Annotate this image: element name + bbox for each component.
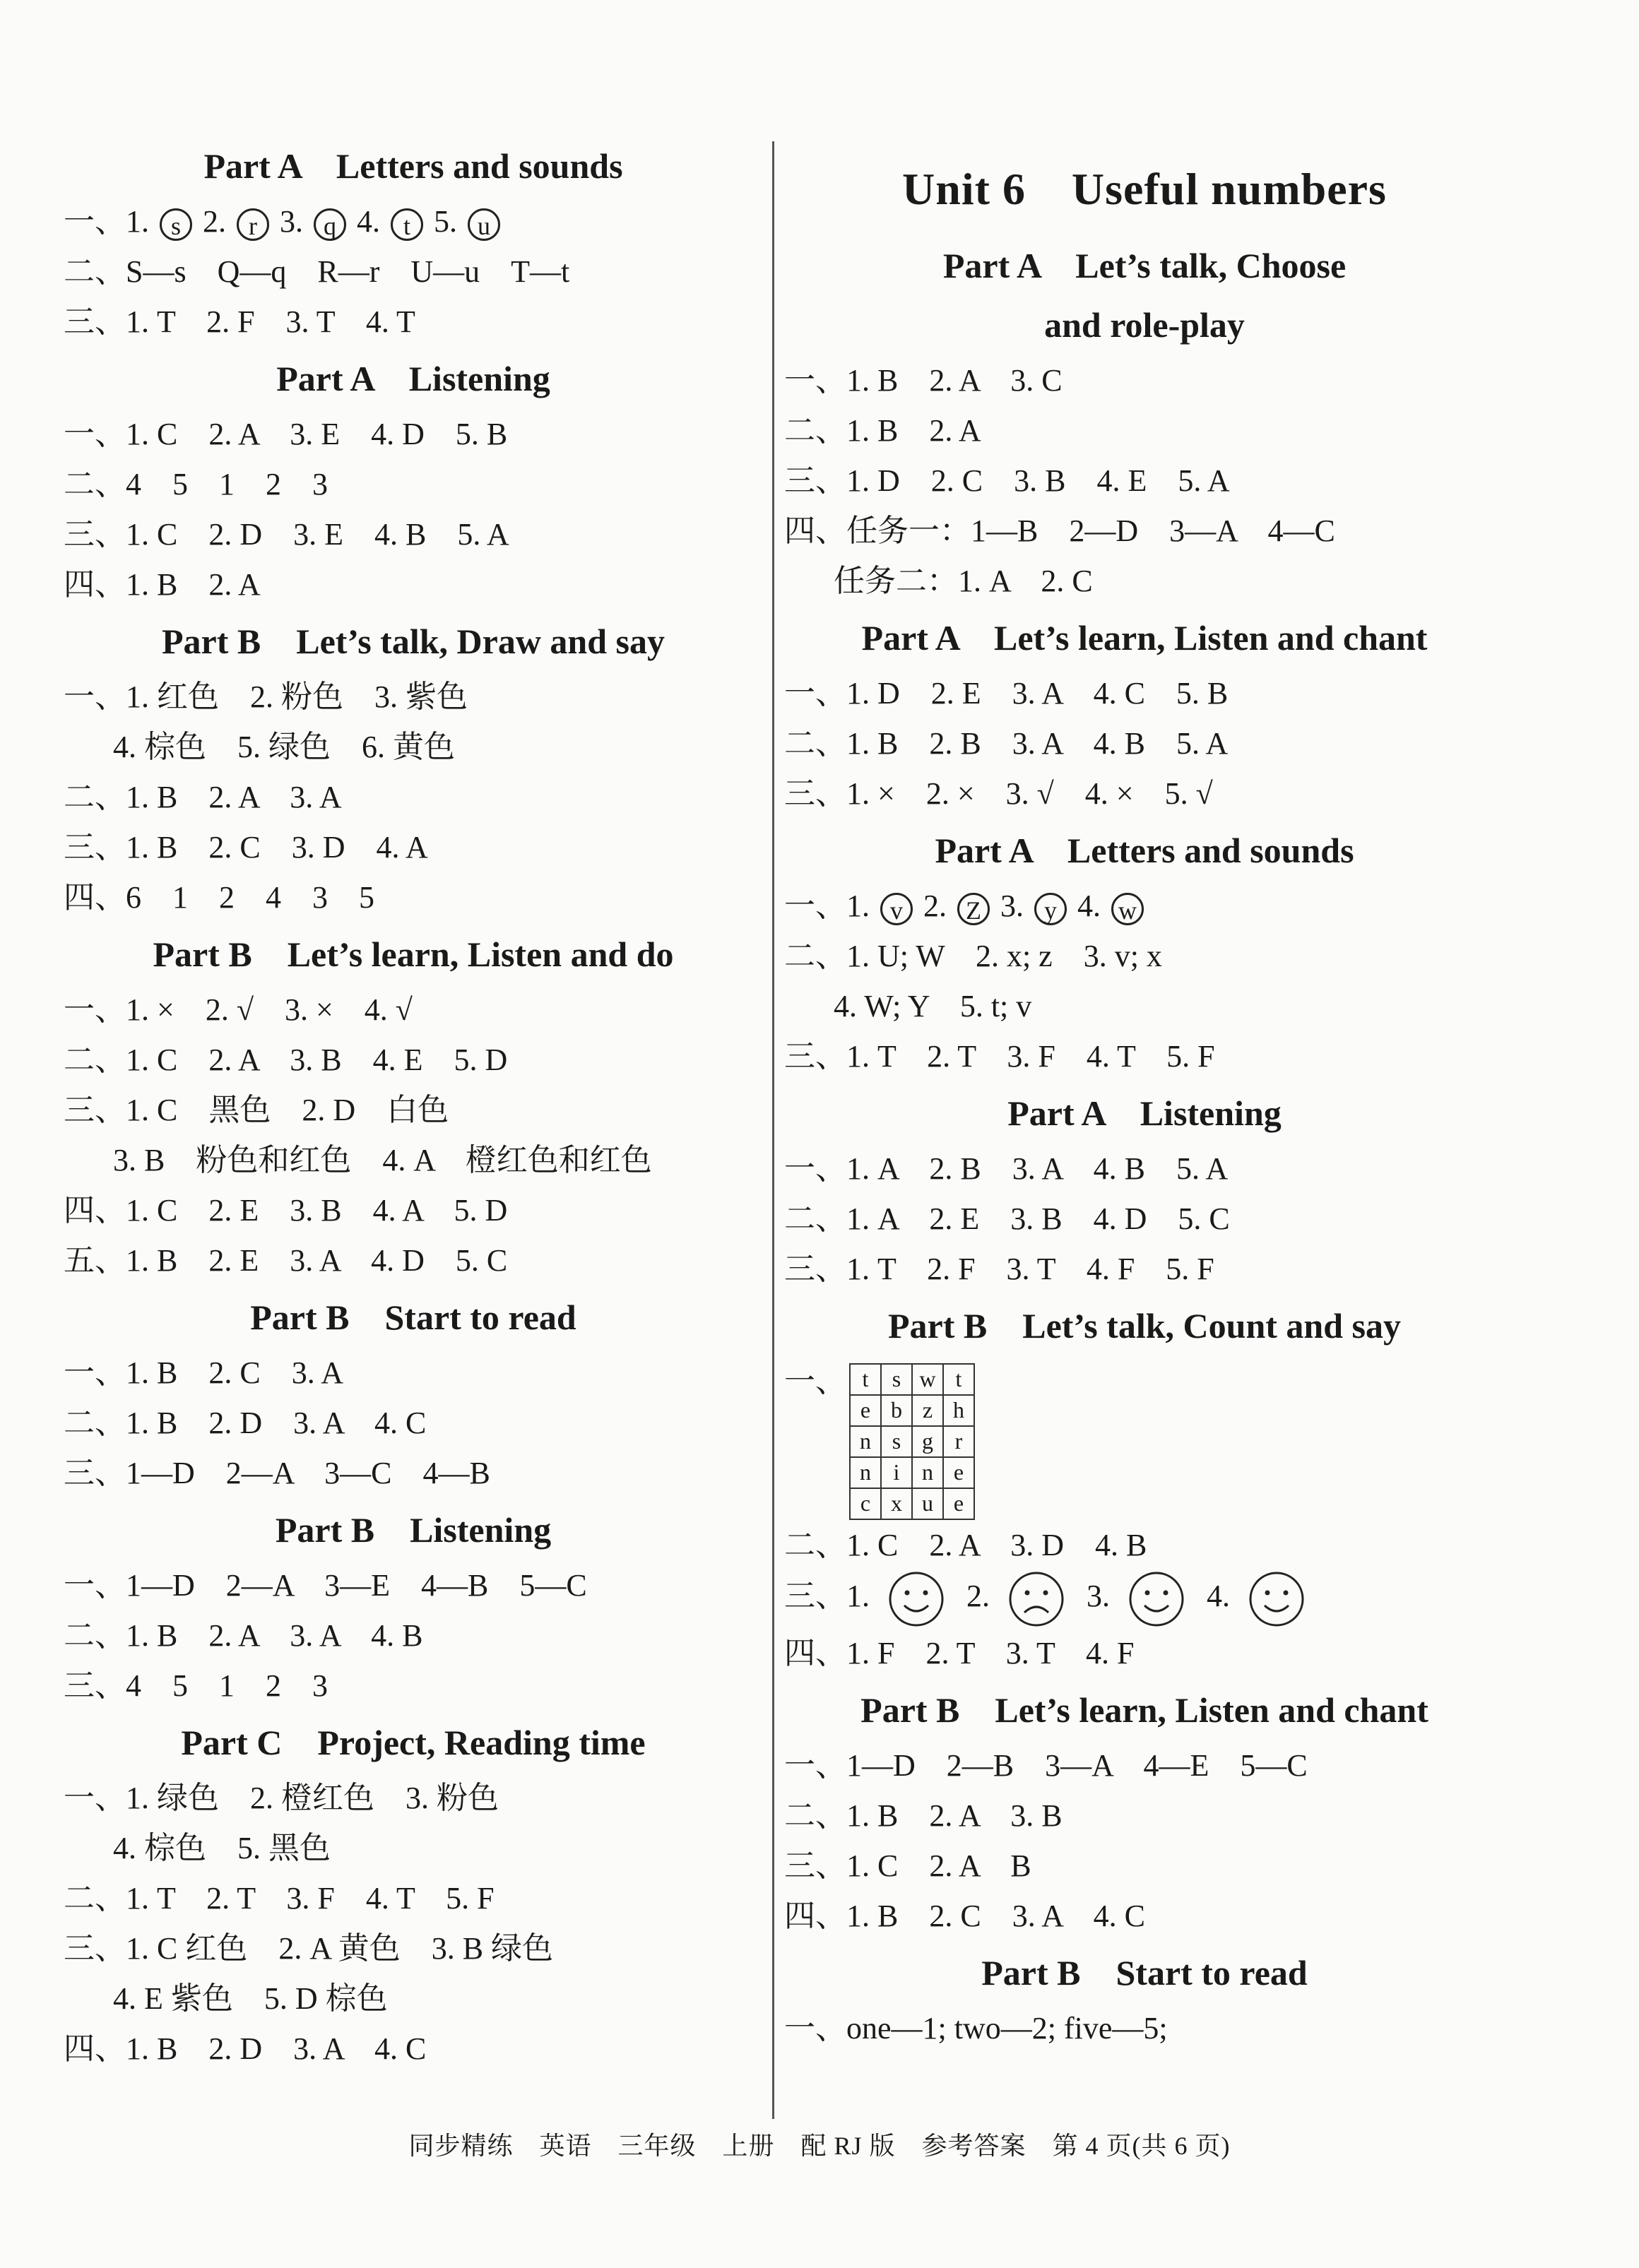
answer-line: 四、1. B 2. D 3. A 4. C [64, 2031, 427, 2066]
answer-line: 二、S—s Q—q R—r U—u T—t [64, 254, 570, 289]
answer-line: 二、1. B 2. A 3. A [64, 780, 342, 814]
grid-cell: b [881, 1395, 912, 1426]
grid-cell: u [912, 1488, 943, 1519]
circled-letter: u [468, 208, 500, 241]
grid-cell: e [943, 1457, 974, 1488]
answer-line: 三、1. B 2. C 3. D 4. A [64, 830, 428, 865]
happy-face-icon [1128, 1570, 1185, 1628]
circled-letter: w [1111, 893, 1144, 925]
right-column [784, 134, 1505, 2053]
grid-cell: n [850, 1426, 881, 1457]
answer-line: 一、1. A 2. B 3. A 4. B 5. A [784, 1151, 1229, 1186]
section-title: Part B Let’s talk, Count and say [888, 1305, 1401, 1346]
page-footer: 同步精练 英语 三年级 上册 配 RJ 版 参考答案 第 4 页(共 6 页) [408, 2132, 1231, 2160]
section-title: Part C Project, Reading time [181, 1723, 646, 1762]
answer-line: 4. W; Y 5. t; v [834, 988, 1032, 1023]
answer-line: 一、1. × 2. √ 3. × 4. √ [64, 992, 413, 1027]
answer-line: 二、1. B 2. A [784, 412, 981, 448]
grid-cell: z [912, 1395, 943, 1426]
answer-line: 二、1. C 2. A 3. B 4. E 5. D [64, 1043, 508, 1077]
answer-line: 一、1. C 2. A 3. E 4. D 5. B [64, 417, 508, 451]
answer-line: 四、1. B 2. C 3. A 4. C [784, 1898, 1145, 1933]
answer-line: 一、1—D 2—A 3—E 4—B 5—C [64, 1568, 587, 1603]
section-title: Part A Letters and sounds [203, 146, 623, 186]
grid-cell: s [881, 1364, 912, 1395]
answer-line: 五、1. B 2. E 3. A 4. D 5. C [64, 1243, 508, 1278]
answer-text: 2. [195, 204, 234, 239]
answer-line: 二、1. B 2. B 3. A 4. B 5. A [784, 725, 1229, 761]
answer-line: 二、1. T 2. T 3. F 4. T 5. F [64, 1881, 495, 1916]
section-title: Part B Let’s talk, Draw and say [161, 622, 665, 661]
answer-line: 三、4 5 1 2 3 [64, 1668, 328, 1703]
answer-line: 一、1. 红色 2. 粉色 3. 紫色 [64, 679, 468, 714]
answer-line: 二、4 5 1 2 3 [64, 467, 328, 501]
circled-letter: r [237, 208, 269, 241]
grid-cell: h [943, 1395, 974, 1426]
grid-cell: w [912, 1364, 943, 1395]
answer-line: 二、1. B 2. A 3. A 4. B [64, 1618, 423, 1653]
answer-line [64, 196, 763, 247]
answer-line: 三、1. T 2. F 3. T 4. F 5. F [784, 1251, 1214, 1286]
answer-text: 5. [426, 204, 465, 239]
answer-line: 四、1. B 2. A [64, 567, 261, 602]
grid-cell: e [943, 1488, 974, 1519]
answer-text: 4. [349, 204, 388, 239]
circled-letter: t [391, 208, 423, 241]
answer-line: 4. E 紫色 5. D 棕色 [113, 1981, 388, 2016]
section-title: Part A Listening [276, 359, 550, 398]
answer-line: 四、6 1 2 4 3 5 [64, 880, 374, 915]
sad-face-icon [1007, 1570, 1065, 1628]
answer-text: 4. [1070, 888, 1108, 923]
grid-cell: x [881, 1488, 912, 1519]
section-title: Part B Let’s learn, Listen and do [153, 934, 674, 974]
grid-cell: c [850, 1488, 881, 1519]
answer-text: 2. [916, 888, 954, 923]
grid-cell: r [943, 1426, 974, 1457]
column-divider [772, 141, 774, 2119]
answer-line: 三、1. C 红色 2. A 黄色 3. B 绿色 [64, 1931, 554, 1966]
answer-line: 二、1. C 2. A 3. D 4. B [784, 1527, 1147, 1562]
answer-text: 三、1. [784, 1578, 877, 1613]
circled-letter: v [880, 893, 913, 925]
section-title: Part A Let’s learn, Listen and chant [861, 617, 1428, 658]
circled-letter: y [1034, 893, 1067, 925]
answer-number: 一、 [784, 1363, 846, 1399]
answer-line: 二、1. U; W 2. x; z 3. v; x [784, 938, 1162, 973]
answer-line: 一、1. 绿色 2. 橙红色 3. 粉色 [64, 1781, 499, 1815]
answer-line: 二、1. B 2. D 3. A 4. C [64, 1406, 427, 1440]
section-title: Part B Let’s learn, Listen and chant [860, 1690, 1428, 1730]
grid-cell: e [850, 1395, 881, 1426]
answer-line: 三、1. C 黑色 2. D 白色 [64, 1093, 449, 1127]
answer-line: 三、1. C 2. A B [784, 1848, 1031, 1883]
answer-text: 一、1. [64, 204, 157, 239]
answer-text: 一、1. [784, 888, 877, 923]
happy-face-icon [1248, 1570, 1306, 1628]
answer-line: 二、1. B 2. A 3. B [784, 1798, 1063, 1833]
answer-text: 2. [966, 1578, 998, 1613]
section-title: Part A Let’s talk, Choose [942, 245, 1347, 285]
answer-line: 三、1. T 2. F 3. T 4. T [64, 304, 415, 339]
grid-cell: s [881, 1426, 912, 1457]
section-title: Part B Start to read [250, 1298, 576, 1337]
answer-text: 3. [1087, 1578, 1118, 1613]
answer-line: 四、1. F 2. T 3. T 4. F [784, 1635, 1135, 1670]
answer-line: 一、1—D 2—B 3—A 4—E 5—C [784, 1747, 1308, 1783]
section-title-continued: and role-play [1044, 304, 1245, 345]
answer-line: 三、1. C 2. D 3. E 4. B 5. A [64, 517, 509, 552]
unit-title: Unit 6 Useful numbers [902, 164, 1387, 214]
grid-cell: n [850, 1457, 881, 1488]
answer-line: 四、1. C 2. E 3. B 4. A 5. D [64, 1193, 508, 1228]
answer-line: 一、1. D 2. E 3. A 4. C 5. B [784, 675, 1229, 711]
section-title: Part A Letters and sounds [935, 830, 1354, 870]
answer-line: 三、1—D 2—A 3—C 4—B [64, 1456, 490, 1490]
happy-face-icon [887, 1570, 945, 1628]
answer-line: 一、one—1; two—2; five—5; [784, 2010, 1168, 2046]
answer-line: 任务二：1. A 2. C [834, 563, 1093, 598]
answer-line: 二、1. A 2. E 3. B 4. D 5. C [784, 1201, 1230, 1236]
answer-line: 四、任务一：1—B 2—D 3—A 4—C [784, 513, 1335, 548]
circled-letter: Z [957, 893, 990, 925]
section-title: Part A Listening [1007, 1093, 1282, 1133]
answer-line: 4. 棕色 5. 黑色 [113, 1831, 331, 1865]
answer-text: 4. [1207, 1578, 1238, 1613]
answer-line [784, 1570, 1505, 1628]
answer-line: 三、1. × 2. × 3. √ 4. × 5. √ [784, 776, 1213, 811]
grid-cell: n [912, 1457, 943, 1488]
answer-line: 三、1. T 2. T 3. F 4. T 5. F [784, 1038, 1215, 1074]
answer-line: 3. B 粉色和红色 4. A 橙红色和红色 [113, 1143, 652, 1177]
answer-line: 一、1. B 2. C 3. A [64, 1355, 344, 1390]
grid-cell: t [943, 1364, 974, 1395]
grid-cell: g [912, 1426, 943, 1457]
section-title: Part B Start to read [981, 1952, 1308, 1993]
answer-line: 一、1. B 2. A 3. C [784, 362, 1063, 398]
answer-text: 3. [993, 888, 1031, 923]
section-title: Part B Listening [275, 1510, 552, 1550]
grid-cell: i [881, 1457, 912, 1488]
left-column [64, 134, 763, 2074]
circled-letter: q [314, 208, 346, 241]
word-search-grid [849, 1363, 975, 1520]
answer-line: 三、1. D 2. C 3. B 4. E 5. A [784, 463, 1230, 498]
answer-text: 3. [272, 204, 311, 239]
grid-cell: t [850, 1364, 881, 1395]
answer-line: 4. 棕色 5. 绿色 6. 黄色 [113, 730, 455, 764]
answer-line [784, 881, 1505, 931]
word-search-block [784, 1356, 1505, 1520]
circled-letter: s [160, 208, 192, 241]
